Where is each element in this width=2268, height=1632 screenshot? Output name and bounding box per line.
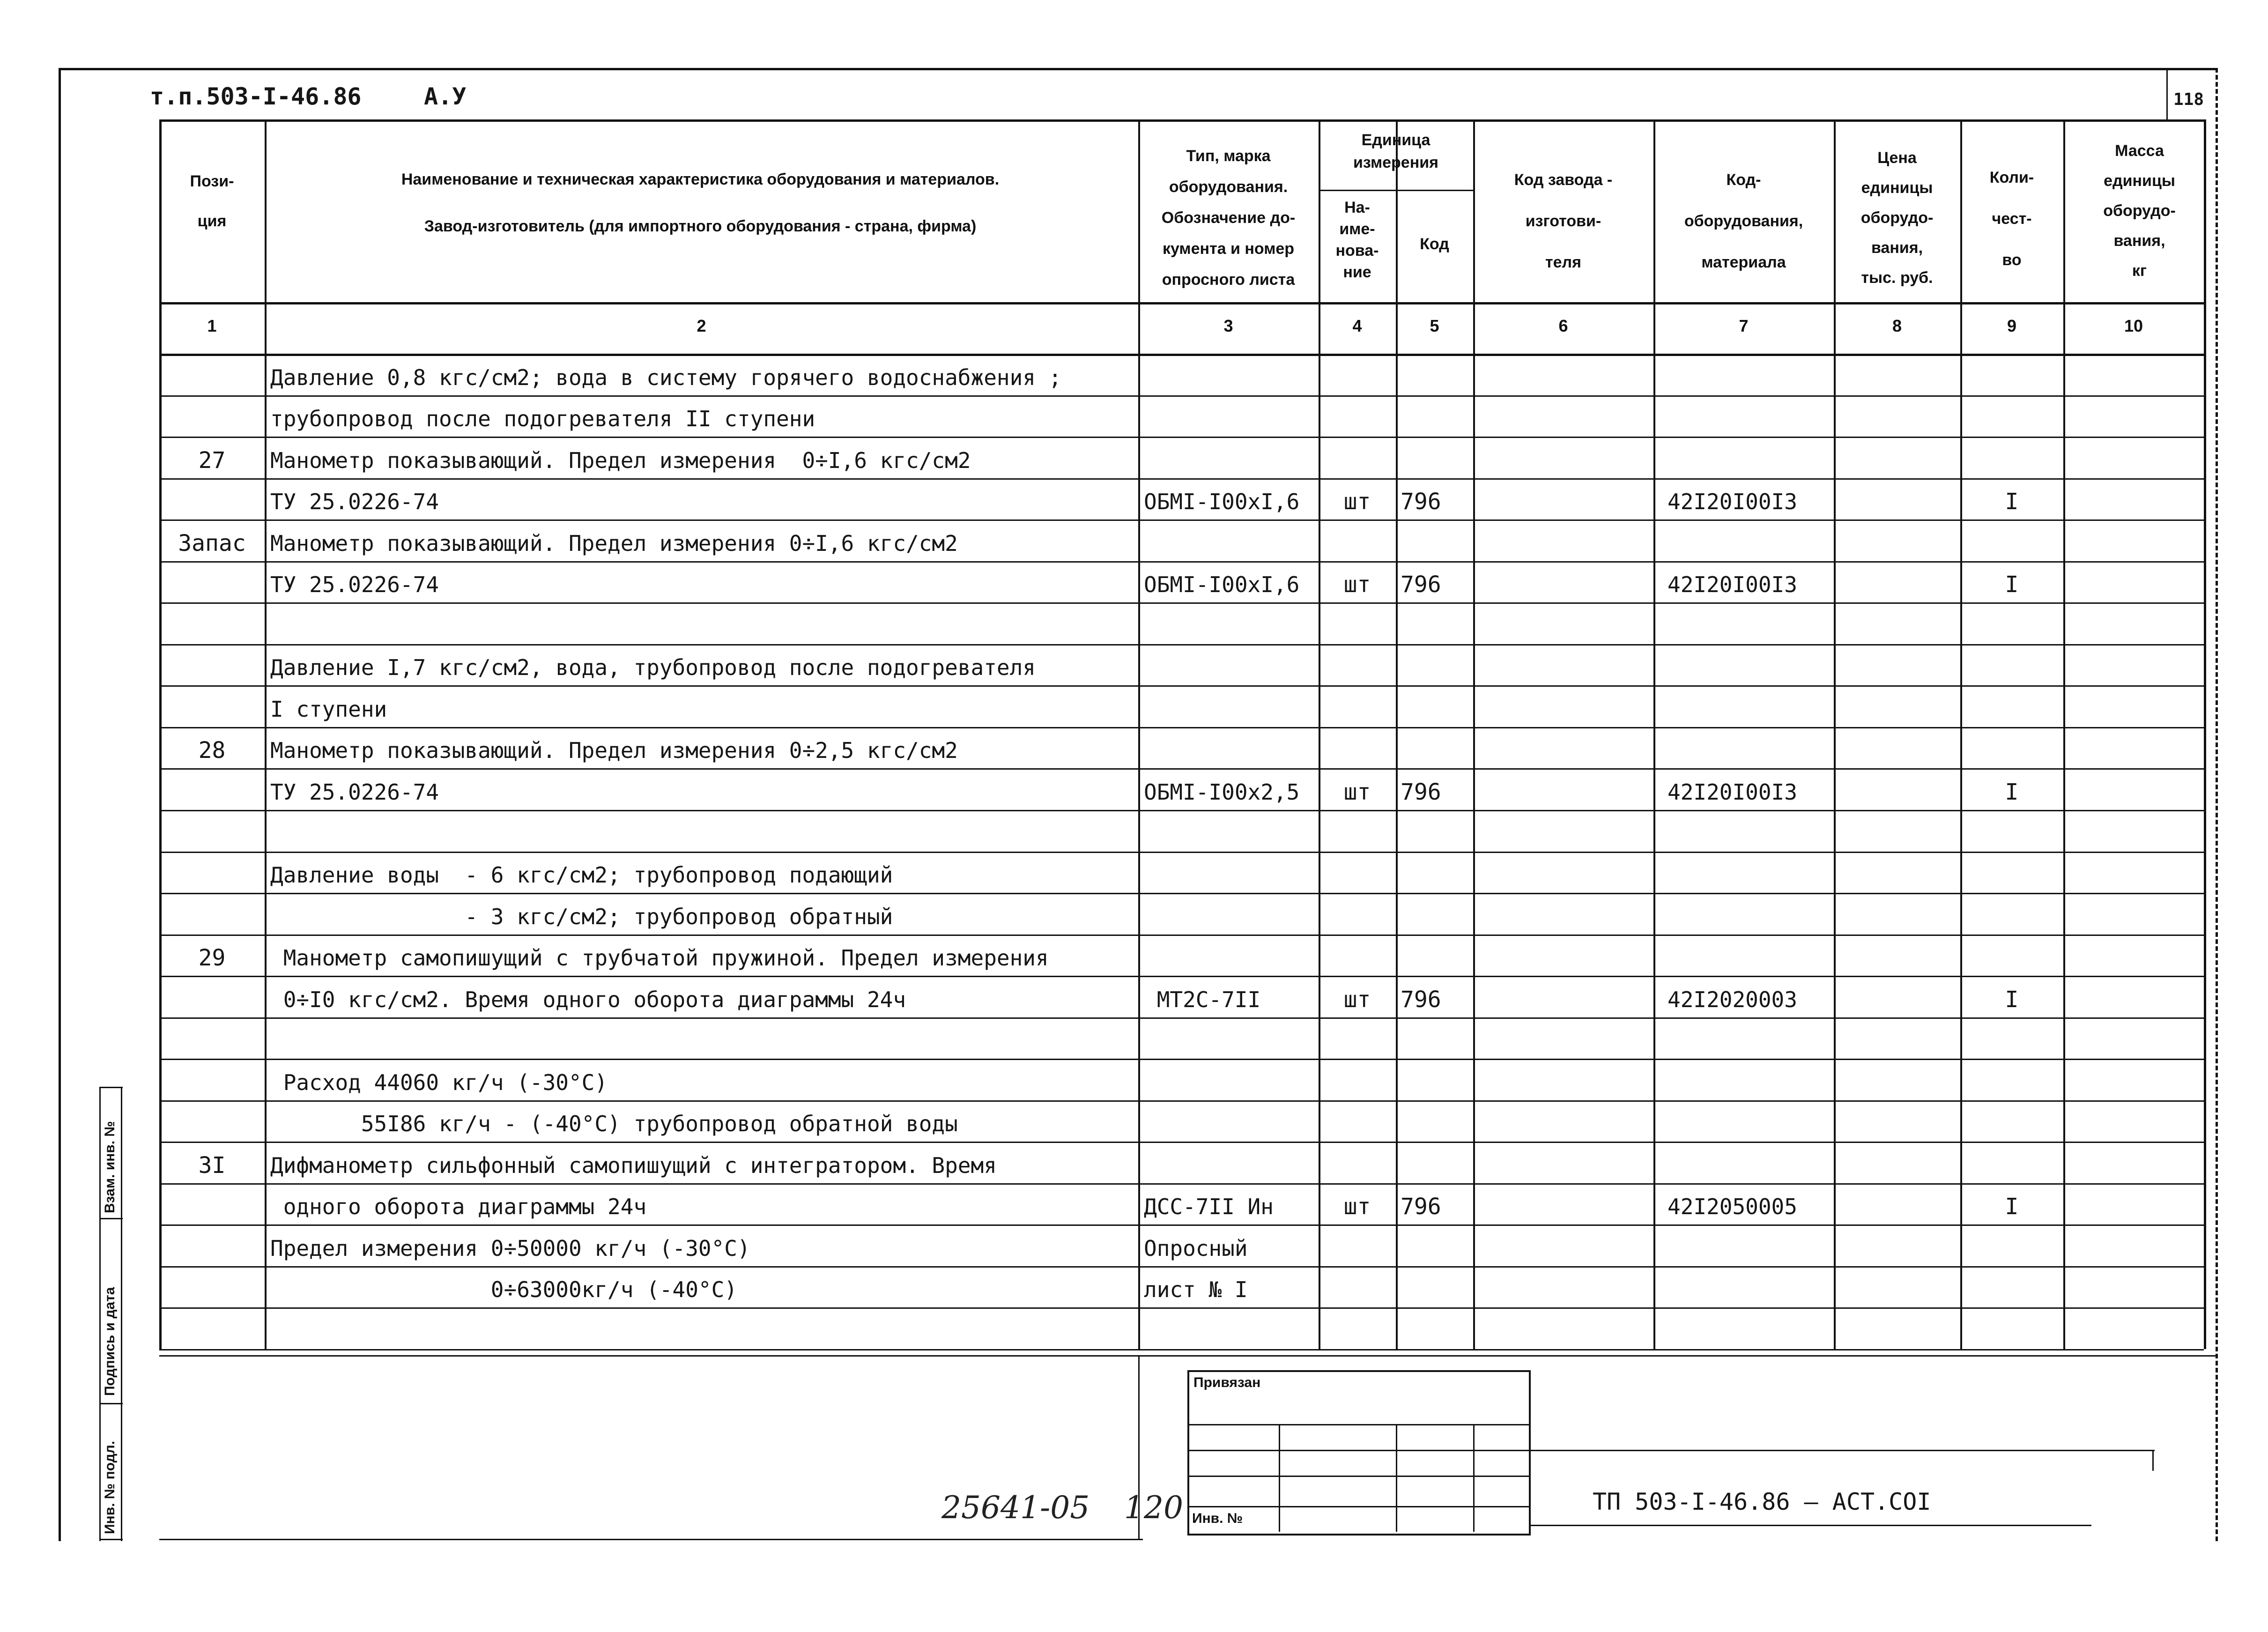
stamp-number: 25641-05: [941, 1490, 1090, 1526]
type-cell: ДСС-7II Ин: [1144, 1194, 1274, 1220]
side-stamp-line-right: [121, 1087, 122, 1541]
position-cell: 29: [198, 945, 226, 972]
column-number-9: 9: [2007, 316, 2017, 335]
unit-code-cell: 796: [1401, 571, 1441, 598]
row-divider: [159, 1307, 2204, 1309]
row-divider: [159, 519, 2204, 521]
binding-stamp-row2: [1187, 1450, 1529, 1451]
name-cell: - 3 кгс/см2; трубопровод обратный: [270, 904, 893, 929]
row-divider: [159, 1059, 2204, 1060]
type-cell: ОБМI-I00xI,6: [1144, 489, 1300, 515]
header-bottom-border: [159, 302, 2204, 304]
row-divider: [159, 1017, 2204, 1019]
row-divider: [159, 395, 2204, 397]
name-cell: Манометр показывающий. Предел измерения 0÷I,6 кгс/см2: [270, 530, 958, 556]
type-cell: лист № I: [1144, 1277, 1248, 1303]
column-number-8: 8: [1892, 316, 1902, 335]
header-unit-name-text: На- име- нова- ние: [1335, 199, 1379, 281]
header-mass: [2063, 136, 2216, 286]
unit-code-cell: 796: [1401, 489, 1441, 515]
type-cell: МТ2С-7II: [1144, 987, 1261, 1012]
side-stamp-div1: [99, 1218, 123, 1219]
name-cell: Дифманометр сильфонный самопишущий с интегратором. Время: [270, 1152, 997, 1178]
type-cell: Опросный: [1144, 1235, 1248, 1261]
unit-name-cell: шт: [1343, 489, 1371, 515]
side-label-vzam: Взам. инв. №: [102, 1121, 118, 1213]
quantity-cell: I: [2005, 779, 2019, 805]
header-unit-code: Код: [1420, 235, 1449, 253]
header-name-line1: Наименование и техническая характеристика оборудования и материалов.: [401, 171, 1000, 188]
unit-name-cell: шт: [1343, 986, 1371, 1013]
binding-stamp-row3: [1187, 1476, 1529, 1477]
position-cell: 3I: [198, 1152, 226, 1179]
name-cell: Предел измерения 0÷50000 кг/ч (-30°С): [270, 1235, 750, 1261]
side-stamp-div2: [99, 1403, 123, 1404]
unit-name-cell: шт: [1343, 571, 1371, 598]
column-divider-5: [1473, 119, 1475, 1349]
column-number-5: 5: [1430, 316, 1439, 335]
header-position: [162, 162, 262, 241]
side-stamp-top: [99, 1087, 123, 1088]
row-divider: [159, 437, 2204, 438]
name-cell: 0÷63000кг/ч (-40°С): [270, 1277, 737, 1303]
row-divider: [159, 1349, 2204, 1350]
header-equipment-code-text: Код- оборудования, материала: [1684, 171, 1803, 271]
name-cell: Манометр показывающий. Предел измерения 0÷I,6 кгс/см2: [270, 447, 971, 473]
name-cell: Давление I,7 кгс/см2, вода, трубопровод после подогревателя: [270, 655, 1036, 681]
row-divider: [159, 976, 2204, 977]
name-cell: 0÷I0 кгс/см2. Время одного оборота диаграммы 24ч: [270, 987, 906, 1012]
side-stamp-line-left: [99, 1087, 101, 1541]
column-number-1: 1: [207, 316, 217, 335]
row-divider: [159, 478, 2204, 480]
column-number-3: 3: [1223, 316, 1233, 335]
doc-ref: т.п.503-I-46.86: [150, 83, 362, 110]
name-cell: Давление воды - 6 кгс/см2; трубопровод подающий: [270, 862, 893, 888]
unit-name-cell: шт: [1343, 1194, 1371, 1220]
row-divider: [159, 810, 2204, 811]
page-number: 118: [2173, 90, 2204, 109]
column-divider-3: [1319, 119, 1320, 1349]
row-divider: [159, 852, 2204, 853]
quantity-cell: I: [2005, 1194, 2019, 1220]
column-divider-10: [2204, 119, 2206, 1349]
name-cell: Манометр показывающий. Предел измерения 0÷2,5 кгс/см2: [270, 738, 958, 764]
header-quantity-text: Коли- чест- во: [1989, 169, 2034, 269]
column-number-10: 10: [2124, 316, 2143, 335]
header-factory-code: [1473, 159, 1653, 283]
binding-stamp-row1: [1187, 1424, 1529, 1425]
album-mark: А.У: [424, 83, 467, 110]
column-divider-1: [265, 119, 267, 1349]
row-divider: [159, 1183, 2204, 1185]
drawing-code-mark: [2152, 1450, 2154, 1471]
binding-stamp-row4: [1187, 1506, 1529, 1507]
row-divider: [159, 1224, 2204, 1226]
unit-name-cell: шт: [1343, 779, 1371, 805]
column-number-2: 2: [697, 316, 706, 335]
equipment-code-cell: 42I20I00I3: [1668, 779, 1797, 805]
header-type: [1138, 141, 1319, 295]
quantity-cell: I: [2005, 489, 2019, 515]
header-mass-text: Масса единицы оборудо- вания, кг: [2103, 142, 2176, 280]
column-number-4: 4: [1352, 316, 1362, 335]
name-cell: Давление 0,8 кгс/см2; вода в систему горячего водоснабжения ;: [270, 364, 1062, 390]
row-divider: [159, 644, 2204, 645]
binding-stamp-col3: [1473, 1424, 1475, 1532]
unit-code-cell: 796: [1401, 779, 1441, 805]
title-block-bottom: [159, 1539, 1143, 1540]
header-factory-code-text: Код завода - изготови- теля: [1514, 171, 1613, 271]
column-numbers-bottom-border: [159, 354, 2204, 356]
header-type-text: Тип, марка оборудования. Обозначение до- кумента и номер опросного листа: [1161, 147, 1296, 289]
equipment-code-cell: 42I2050005: [1668, 1194, 1797, 1220]
row-divider: [159, 768, 2204, 770]
header-price-text: Цена единицы оборудо- вания, тыс. руб.: [1860, 149, 1934, 287]
row-divider: [159, 1100, 2204, 1102]
name-cell: I ступени: [270, 696, 387, 722]
row-divider: [159, 685, 2204, 687]
drawing-code-underline: [1529, 1525, 2091, 1526]
column-divider-6: [1653, 119, 1655, 1349]
type-cell: ОБМI-I00xI,6: [1144, 572, 1300, 598]
position-cell: 27: [198, 447, 226, 474]
quantity-cell: I: [2005, 986, 2019, 1013]
row-divider: [159, 1142, 2204, 1143]
row-divider: [159, 561, 2204, 563]
stamp-page: 120: [1124, 1490, 1183, 1526]
name-cell: Манометр самопишущий с трубчатой пружиной. Предел измерения: [270, 945, 1049, 971]
quantity-cell: I: [2005, 571, 2019, 598]
row-divider: [159, 893, 2204, 894]
drawing-code-topline: [1529, 1450, 2155, 1451]
name-cell: трубопровод после подогревателя II ступени: [270, 406, 815, 432]
header-quantity: [1960, 157, 2063, 281]
row-divider: [159, 1266, 2204, 1268]
name-cell: 55I86 кг/ч - (-40°С) трубопровод обратной воды: [270, 1111, 958, 1137]
binding-stamp-col2: [1396, 1424, 1397, 1532]
name-cell: одного оборота диаграммы 24ч: [270, 1194, 647, 1220]
binding-stamp-col1: [1279, 1424, 1280, 1532]
side-label-inv-podl: Инв. № подл.: [102, 1440, 118, 1534]
column-divider-7: [1834, 119, 1836, 1349]
row-divider: [159, 727, 2204, 728]
header-position-text: Пози- ция: [190, 172, 234, 230]
header-unit-name: [1319, 197, 1396, 283]
header-price: [1834, 143, 1960, 293]
binding-stamp-inv-label: Инв. №: [1192, 1511, 1243, 1526]
drawing-code: ТП 503-I-46.86 — АСТ.СОI: [1593, 1488, 1931, 1515]
side-label-podpis: Подпись и дата: [102, 1287, 118, 1396]
column-divider-2: [1138, 119, 1140, 1349]
column-divider-9: [2063, 119, 2065, 1349]
name-cell: ТУ 25.0226-74: [270, 572, 439, 598]
equipment-code-cell: 42I20I00I3: [1668, 572, 1797, 598]
row-divider: [159, 602, 2204, 604]
name-cell: Расход 44060 кг/ч (-30°С): [270, 1069, 608, 1095]
header-unit-group-text: Единица измерения: [1353, 131, 1438, 171]
position-cell: Запас: [178, 530, 246, 556]
equipment-code-cell: 42I20I00I3: [1668, 489, 1797, 515]
column-divider-8: [1960, 119, 1962, 1349]
title-block-top: [159, 1355, 2216, 1357]
unit-code-cell: 796: [1401, 986, 1441, 1013]
header-name-line2: Завод-изготовитель (для импортного оборудования - страна, фирма): [424, 217, 977, 235]
header-unit-group: [1319, 129, 1473, 174]
side-stamp-bottom: [99, 1539, 123, 1540]
column-divider-4: [1396, 119, 1398, 1349]
type-cell: ОБМI-I00x2,5: [1144, 779, 1300, 805]
unit-code-cell: 796: [1401, 1194, 1441, 1220]
position-cell: 28: [198, 737, 226, 764]
binding-stamp-label: Привязан: [1193, 1375, 1261, 1390]
name-cell: ТУ 25.0226-74: [270, 779, 439, 805]
table-top-border: [159, 119, 2204, 122]
equipment-code-cell: 42I2020003: [1668, 987, 1797, 1012]
row-divider: [159, 935, 2204, 936]
column-number-6: 6: [1558, 316, 1568, 335]
column-number-7: 7: [1739, 316, 1749, 335]
header-equipment-code: [1653, 159, 1834, 283]
name-cell: ТУ 25.0226-74: [270, 489, 439, 515]
